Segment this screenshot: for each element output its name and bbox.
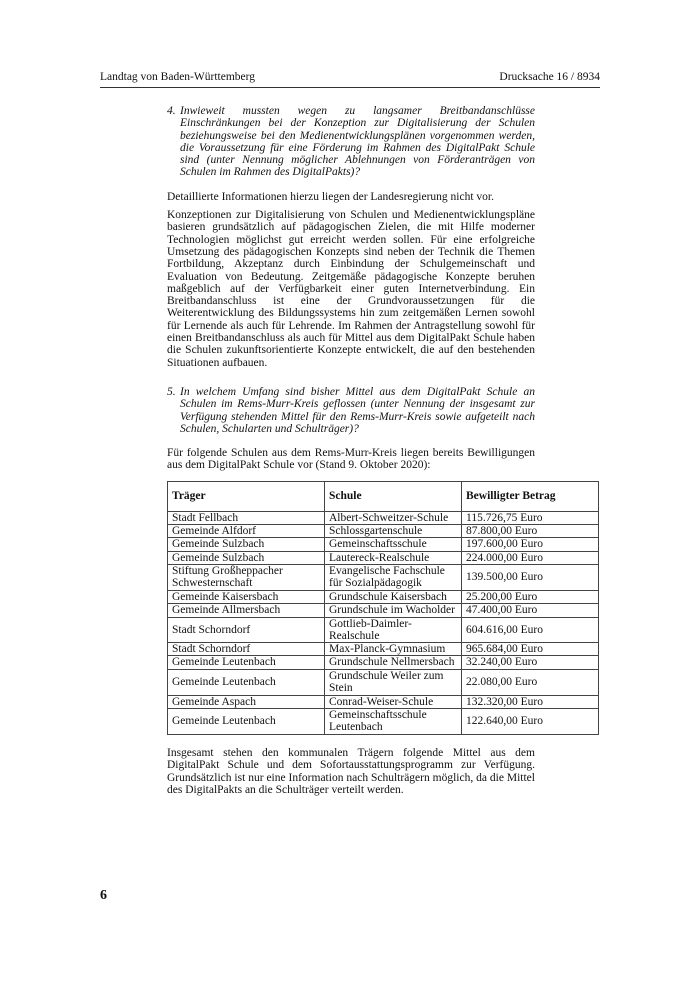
table-cell: Stiftung Großheppacher Schwesternschaft [168,564,325,590]
table-cell: Gemeinschaftsschule [325,538,462,551]
table-row [168,525,599,538]
table-cell: 122.640,00 Euro [462,708,599,734]
table-row [168,643,599,656]
page-header [100,70,600,84]
table-cell: 25.200,00 Euro [462,590,599,603]
table-cell: Gemeinde Leutenbach [168,669,325,695]
table-cell: Gemeinde Sulzbach [168,538,325,551]
table-cell: Lautereck-Realschule [325,551,462,564]
table-row [168,564,599,590]
table-cell: Evangelische Fachschule für Sozialpädagogik [325,564,462,590]
question-number: 4. [167,105,176,117]
question-number: 5. [167,385,176,398]
question-5 [167,386,535,435]
page-number: 6 [100,888,107,903]
funding-table [167,481,599,735]
table-cell: 604.616,00 Euro [462,617,599,643]
answer-5-outro: Insgesamt stehen den kommunalen Trägern folgende Mittel aus dem DigitalPakt Schule und dem Sofortausstattungsprogramm zur Verfügung. Grundsätzlich ist nur eine Information nach Schulträgern möglich, da die Mittel des DigitalPakts an die Schulträger verteilt werden. [167,746,535,796]
table-cell: 139.500,00 Euro [462,564,599,590]
table-row [168,590,599,603]
table-row [168,669,599,695]
table-cell: Conrad-Weiser-Schule [325,695,462,708]
table-cell: 965.684,00 Euro [462,643,599,656]
answer-paragraph: Konzeptionen zur Digitalisierung von Schulen und Medienentwicklungspläne basieren grundsätzlich auf pädagogischen Zielen, die mit Hilfe moderner Technologien möglichst gut erreicht werden sollen. Für eine erfolgreiche Umsetzung des pädagogischen Konzepts sind neben der Technik die Themen Fortbildung, Akzeptanz durch Einbindung der Schulgemeinschaft und Evaluation von Bedeutung. Zeitgemäße pädagogische Konzepte beruhen maßgeblich auf der Verfügbarkeit einer guten Internetverbindung. Ein Breitbandanschluss ist eine der Grundvoraussetzungen für die Weiterentwicklung des Bildungssystems hin zum zeitgemäßen Lernen sowohl für Lernende als auch für Lehrende. Im Rahmen der Antragstellung sowohl für einen Breitbandanschluss als auch für Mittel aus dem DigitalPakt Schule haben die Schulen zukunftsorientierte Konzepte entwickelt, die auf den bestehenden Situationen aufbauen. [167,209,535,369]
table-row [168,708,599,734]
table-cell: 47.400,00 Euro [462,604,599,617]
table-cell: 87.800,00 Euro [462,525,599,538]
answer-5-intro: Für folgende Schulen aus dem Rems-Murr-Kreis liegen bereits Bewilligungen aus dem DigitalPakt Schule vor (Stand 9. Oktober 2020): [167,447,535,472]
table-cell: Grundschule im Wacholder [325,604,462,617]
table-cell: Stadt Schorndorf [168,617,325,643]
table-cell: Gemeinde Sulzbach [168,551,325,564]
answer-4 [167,191,535,369]
question-4 [167,105,535,179]
header-document-number: Drucksache 16 / 8934 [499,71,600,83]
table-row [168,511,599,524]
table-row [168,538,599,551]
page-content [167,105,556,802]
table-cell: Stadt Fellbach [168,511,325,524]
table-cell: Gemeinde Aspach [168,695,325,708]
table-cell: 197.600,00 Euro [462,538,599,551]
table-cell: Grundschule Kaisersbach [325,590,462,603]
table-row [168,604,599,617]
table-cell: Grundschule Weiler zum Stein [325,669,462,695]
table-cell: 22.080,00 Euro [462,669,599,695]
table-row [168,617,599,643]
table-header-row [168,481,599,511]
answer-paragraph: Detaillierte Informationen hierzu liegen der Landesregierung nicht vor. [167,190,494,203]
header-parliament: Landtag von Baden-Württemberg [100,71,255,83]
table-cell: 115.726,75 Euro [462,511,599,524]
table-cell: Albert-Schweitzer-Schule [325,511,462,524]
header-rule [100,87,600,88]
table-cell: 32.240,00 Euro [462,656,599,669]
table-row [168,695,599,708]
table-cell: Max-Planck-Gymnasium [325,643,462,656]
table-row [168,656,599,669]
table-cell: Schlossgartenschule [325,525,462,538]
table-cell: Gemeinde Kaisersbach [168,590,325,603]
question-text: Inwieweit mussten wegen zu langsamer Breitbandanschlüsse Einschränkungen bei der Konzeption zur Digitalisierung der Schulen beziehungsweise bei den Medienentwicklungsplänen vorgenommen werden, die Voraussetzung für eine Förderung im Rahmen des DigitalPakt Schule sind (unter Nennung möglicher Ablehnungen von Förderanträgen von Schulen im Rahmen des DigitalPakts)? [180,105,535,179]
table-cell: 224.000,00 Euro [462,551,599,564]
question-text: In welchem Umfang sind bisher Mittel aus dem DigitalPakt Schule an Schulen im Rems-Murr-Kreis geflossen (unter Nennung der insgesamt zur Verfügung stehenden Mittel für den Rems-Murr-Kreis sowie aufgeteilt nach Schulen, Schularten und Schulträger)? [180,385,535,435]
table-cell: Gemeinde Leutenbach [168,708,325,734]
table-cell: Gemeinde Alfdorf [168,525,325,538]
table-cell: Gemeinde Leutenbach [168,656,325,669]
table-cell: Gottlieb-Daimler-Realschule [325,617,462,643]
table-cell: Gemeinde Allmersbach [168,604,325,617]
table-cell: Stadt Schorndorf [168,643,325,656]
table-cell: Gemeinschaftsschule Leutenbach [325,708,462,734]
column-header: Träger [168,481,325,511]
table-cell: Grundschule Nellmersbach [325,656,462,669]
column-header: Schule [325,481,462,511]
column-header: Bewilligter Betrag [462,481,599,511]
table-row [168,551,599,564]
table-cell: 132.320,00 Euro [462,695,599,708]
